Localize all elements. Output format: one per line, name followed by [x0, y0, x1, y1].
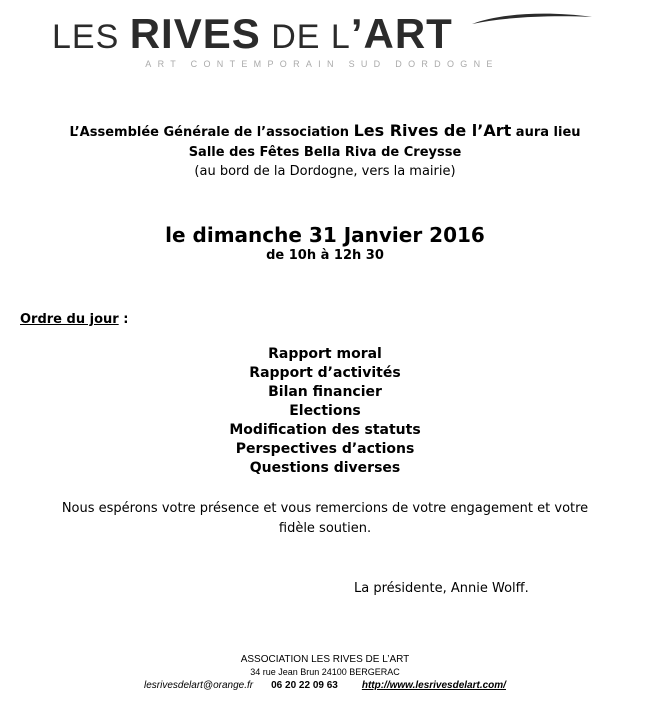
closing-paragraph: Nous espérons votre présence et vous remercions de votre engagement et votre fidèle soutien.: [61, 501, 589, 536]
logo-tagline: ART CONTEMPORAIN SUD DORDOGNE: [145, 59, 499, 69]
organization-name: Les Rives de l’Art: [353, 121, 512, 140]
logo-wordmark: LES RIVES DE L’ART: [52, 10, 453, 57]
logo: [52, 10, 592, 70]
logo-swoosh-icon: [470, 12, 594, 26]
event-time: de 10h à 12h 30: [266, 248, 384, 263]
agenda-item: Bilan financier: [268, 384, 382, 400]
agenda-heading: Ordre du jour :: [20, 312, 129, 327]
agenda-item: Perspectives d’actions: [235, 441, 415, 457]
footer-address: 34 rue Jean Brun 24100 BERGERAC: [250, 667, 400, 677]
footer-contact: [0, 680, 650, 692]
agenda-item: Elections: [289, 403, 361, 419]
venue-directions: (au bord de la Dordogne, vers la mairie): [194, 164, 456, 179]
event-date: le dimanche 31 Janvier 2016: [165, 223, 485, 247]
agenda-item: Questions diverses: [249, 460, 401, 476]
footer-email-link[interactable]: lesrivesdelart@orange.fr: [144, 680, 254, 691]
signature: La présidente, Annie Wolff.: [354, 581, 529, 596]
agenda-item: Rapport moral: [268, 346, 382, 362]
agenda-list: [0, 345, 650, 478]
footer-phone: 06 20 22 09 63: [271, 680, 338, 691]
agenda-item: Modification des statuts: [229, 422, 421, 438]
footer-website-link[interactable]: http://www.lesrivesdelart.com/: [361, 680, 506, 691]
agenda-item: Rapport d’activités: [249, 365, 401, 381]
venue-line: Salle des Fêtes Bella Riva de Creysse: [188, 145, 462, 160]
footer-organization: ASSOCIATION LES RIVES DE L’ART: [240, 654, 410, 665]
intro-line: L’Assemblée Générale de l’association Les Rives de l’Art aura lieu: [69, 121, 581, 140]
